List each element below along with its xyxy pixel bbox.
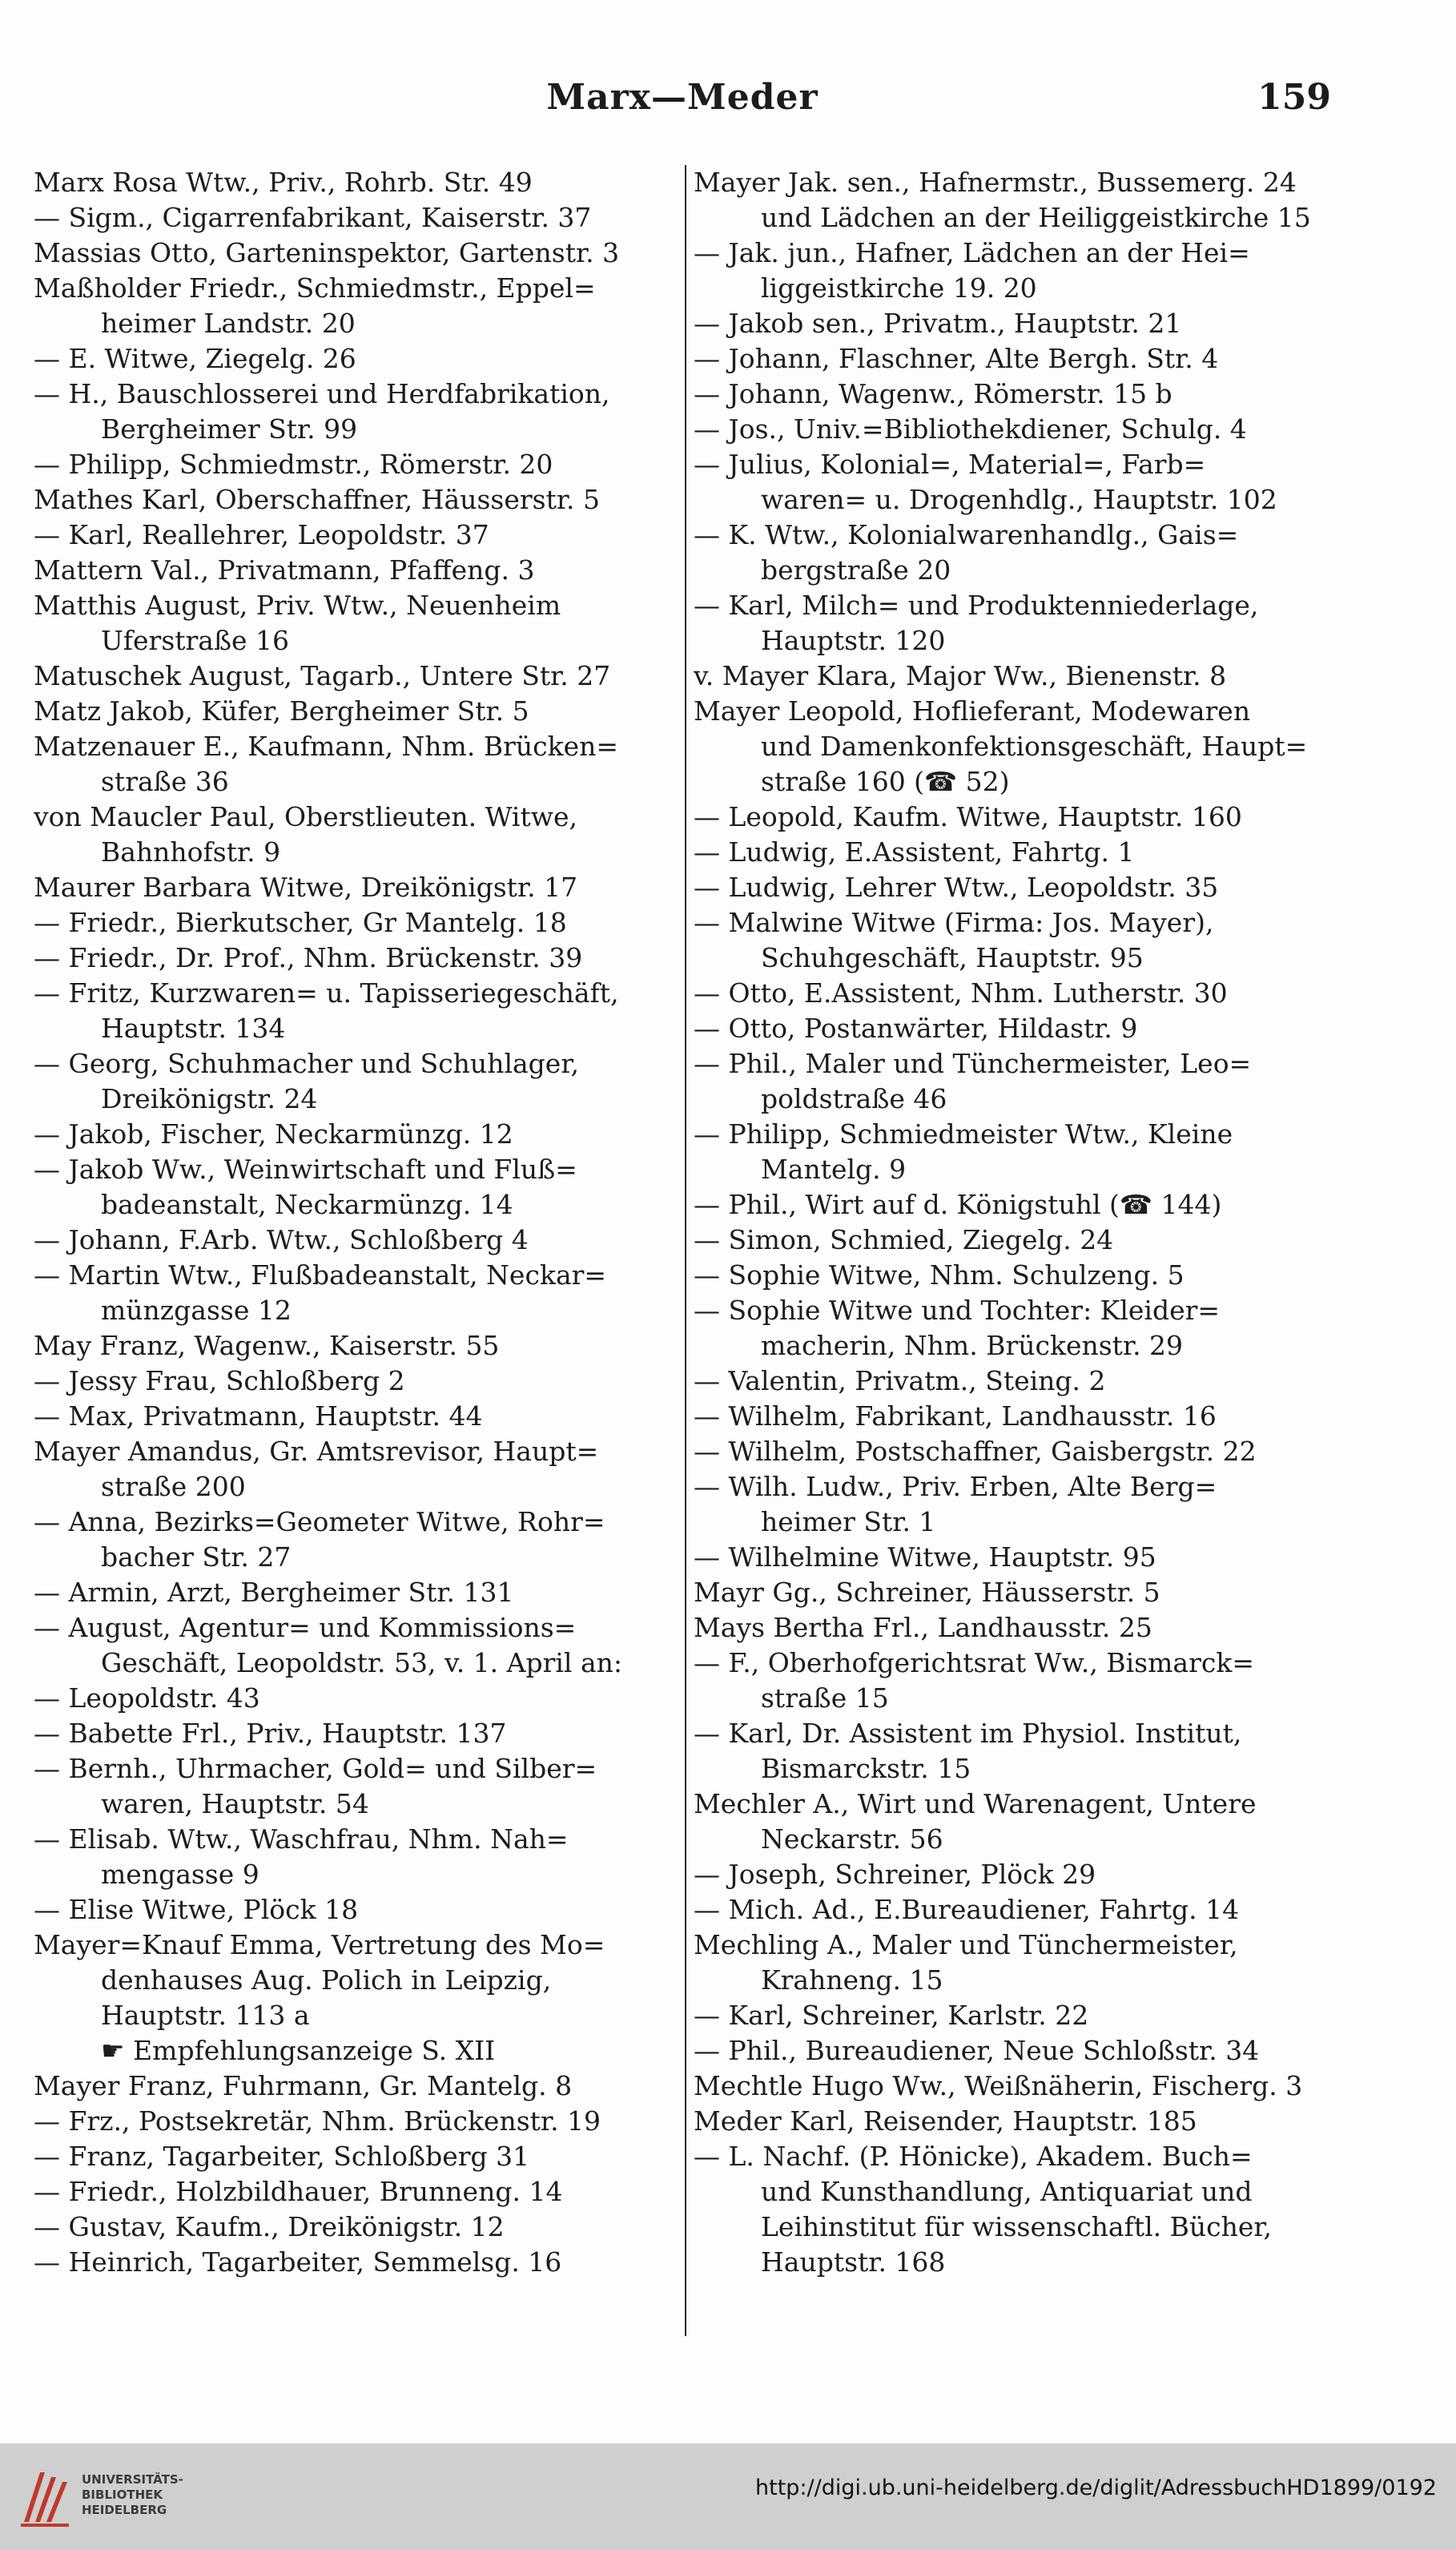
directory-entry-line: — Phil., Maler und Tünchermeister, Leo= bbox=[694, 1048, 1252, 1079]
left-column bbox=[34, 165, 678, 2280]
entry-continuation-line: Mantelg. 9 bbox=[761, 1154, 907, 1185]
entry-continuation-line: Bahnhofstr. 9 bbox=[101, 836, 281, 868]
entry-continuation-line: Neckarstr. 56 bbox=[761, 1823, 943, 1855]
library-name-line: UNIVERSITÄTS- bbox=[82, 2472, 183, 2487]
directory-entry-line: — E. Witwe, Ziegelg. 26 bbox=[34, 343, 356, 374]
directory-entry-line: — H., Bauschlosserei und Herdfabrikation, bbox=[34, 378, 610, 409]
entry-continuation-line: Bismarckstr. 15 bbox=[761, 1753, 971, 1784]
directory-entry-line: Mays Bertha Frl., Landhausstr. 25 bbox=[694, 1612, 1152, 1643]
page-header bbox=[34, 77, 1331, 133]
directory-entry-line: — Leopold, Kaufm. Witwe, Hauptstr. 160 bbox=[694, 801, 1242, 832]
directory-entry-line: — Philipp, Schmiedmstr., Römerstr. 20 bbox=[34, 449, 553, 480]
entry-continuation-line: Leihinstitut für wissenschaftl. Bücher, bbox=[761, 2211, 1273, 2242]
directory-entry-line: — Friedr., Dr. Prof., Nhm. Brückenstr. 39 bbox=[34, 942, 583, 973]
directory-entry-line: — Otto, E.Assistent, Nhm. Lutherstr. 30 bbox=[694, 977, 1228, 1009]
directory-entry-line: Matthis August, Priv. Wtw., Neuenheim bbox=[34, 590, 561, 621]
directory-entry-line: Maurer Barbara Witwe, Dreikönigstr. 17 bbox=[34, 872, 578, 903]
entry-continuation-line: badeanstalt, Neckarmünzg. 14 bbox=[101, 1189, 513, 1220]
entry-continuation-line: bacher Str. 27 bbox=[101, 1541, 292, 1573]
directory-entry-line: — Otto, Postanwärter, Hildastr. 9 bbox=[694, 1013, 1138, 1044]
directory-entry-line: — Bernh., Uhrmacher, Gold= und Silber= bbox=[34, 1753, 597, 1784]
directory-entry-line: May Franz, Wagenw., Kaiserstr. 55 bbox=[34, 1330, 500, 1361]
page-number: 159 bbox=[1257, 77, 1331, 118]
directory-entry-line: — Jakob, Fischer, Neckarmünzg. 12 bbox=[34, 1118, 513, 1150]
directory-entry-line: Matzenauer E., Kaufmann, Nhm. Brücken= bbox=[34, 731, 619, 762]
entry-continuation-line: Hauptstr. 134 bbox=[101, 1013, 286, 1044]
directory-entry-line: — Jos., Univ.=Bibliothekdiener, Schulg. 4 bbox=[694, 413, 1247, 445]
directory-entry-line: — Jak. jun., Hafner, Lädchen an der Hei= bbox=[694, 237, 1250, 268]
directory-entry-line: — Wilhelm, Postschaffner, Gaisbergstr. 22 bbox=[694, 1436, 1257, 1467]
directory-entry-line: Mattern Val., Privatmann, Pfaffeng. 3 bbox=[34, 554, 535, 586]
directory-entry-line: — Gustav, Kaufm., Dreikönigstr. 12 bbox=[34, 2211, 505, 2242]
directory-entry-line: — F., Oberhofgerichtsrat Ww., Bismarck= bbox=[694, 1647, 1254, 1678]
directory-entry-line: — Karl, Milch= und Produktenniederlage, bbox=[694, 590, 1259, 621]
directory-entry-line: — Friedr., Holzbildhauer, Brunneng. 14 bbox=[34, 2176, 563, 2207]
directory-entry-line: — Leopoldstr. 43 bbox=[34, 1682, 260, 1714]
directory-entry-line: Mathes Karl, Oberschaffner, Häusserstr. 5 bbox=[34, 484, 600, 515]
running-title: Marx—Meder bbox=[546, 77, 818, 118]
entry-continuation-line: Hauptstr. 120 bbox=[761, 625, 946, 656]
directory-entry-line: — Franz, Tagarbeiter, Schloßberg 31 bbox=[34, 2141, 530, 2172]
directory-entry-line: — Babette Frl., Priv., Hauptstr. 137 bbox=[34, 1718, 507, 1749]
library-name-line: BIBLIOTHEK bbox=[82, 2488, 163, 2502]
directory-entry-line: — Karl, Dr. Assistent im Physiol. Institut, bbox=[694, 1718, 1242, 1749]
directory-entry-line: — Wilh. Ludw., Priv. Erben, Alte Berg= bbox=[694, 1471, 1217, 1502]
entry-continuation-line: heimer Landstr. 20 bbox=[101, 308, 356, 339]
directory-entry-line: — Anna, Bezirks=Geometer Witwe, Rohr= bbox=[34, 1506, 605, 1537]
directory-entry-line: Mayer Amandus, Gr. Amtsrevisor, Haupt= bbox=[34, 1436, 599, 1467]
directory-entry-line: — Sigm., Cigarrenfabrikant, Kaiserstr. 37 bbox=[34, 202, 592, 233]
directory-entry-line: — Phil., Bureaudiener, Neue Schloßstr. 34 bbox=[694, 2035, 1260, 2066]
directory-entry-line: — Elisab. Wtw., Waschfrau, Nhm. Nah= bbox=[34, 1823, 569, 1855]
directory-entry-line: — Heinrich, Tagarbeiter, Semmelsg. 16 bbox=[34, 2246, 562, 2278]
directory-entry-line: Matuschek August, Tagarb., Untere Str. 27 bbox=[34, 660, 611, 691]
directory-entry-line: Mayer Jak. sen., Hafnermstr., Bussemerg. 24 bbox=[694, 167, 1297, 198]
directory-entry-line: — Wilhelmine Witwe, Hauptstr. 95 bbox=[694, 1541, 1156, 1573]
directory-entry-line: — Simon, Schmied, Ziegelg. 24 bbox=[694, 1224, 1114, 1255]
source-url-link[interactable]: http://digi.ub.uni-heidelberg.de/diglit/AdressbuchHD1899/0192 bbox=[755, 2475, 1437, 2500]
entry-continuation-line: Krahneng. 15 bbox=[761, 1964, 943, 1996]
entry-continuation-line: Hauptstr. 168 bbox=[761, 2246, 946, 2278]
entry-continuation-line: münzgasse 12 bbox=[101, 1295, 292, 1326]
directory-entry-line: Mayer Leopold, Hoflieferant, Modewaren bbox=[694, 695, 1251, 727]
directory-entry-line: Marx Rosa Wtw., Priv., Rohrb. Str. 49 bbox=[34, 167, 533, 198]
entry-continuation-line: Dreikönigstr. 24 bbox=[101, 1083, 318, 1114]
entry-continuation-line: und Lädchen an der Heiliggeistkirche 15 bbox=[761, 202, 1311, 233]
library-name bbox=[82, 2472, 183, 2518]
entry-continuation-line: Schuhgeschäft, Hauptstr. 95 bbox=[761, 942, 1144, 973]
directory-entry-line: — Jakob sen., Privatm., Hauptstr. 21 bbox=[694, 308, 1182, 339]
entry-continuation-line: heimer Str. 1 bbox=[761, 1506, 936, 1537]
directory-entry-line: Mechtle Hugo Ww., Weißnäherin, Fischerg. 3 bbox=[694, 2070, 1303, 2101]
entry-continuation-line: Hauptstr. 113 a bbox=[101, 2000, 310, 2031]
directory-entry-line: — Phil., Wirt auf d. Königstuhl (☎ 144) bbox=[694, 1189, 1222, 1220]
entry-continuation-line: Bergheimer Str. 99 bbox=[101, 413, 358, 445]
directory-entry-line: Mechler A., Wirt und Warenagent, Untere bbox=[694, 1788, 1257, 1819]
entry-continuation-line: bergstraße 20 bbox=[761, 554, 951, 586]
directory-entry-line: — Ludwig, E.Assistent, Fahrtg. 1 bbox=[694, 836, 1135, 868]
footer-bar bbox=[0, 2443, 1456, 2550]
directory-entry-line: — Wilhelm, Fabrikant, Landhausstr. 16 bbox=[694, 1400, 1217, 1432]
directory-entry-line: — Sophie Witwe, Nhm. Schulzeng. 5 bbox=[694, 1259, 1185, 1291]
entry-continuation-line: Uferstraße 16 bbox=[101, 625, 290, 656]
directory-entry-line: — Max, Privatmann, Hauptstr. 44 bbox=[34, 1400, 483, 1432]
directory-entry-line: Maßholder Friedr., Schmiedmstr., Eppel= bbox=[34, 272, 596, 304]
directory-entry-line: — Johann, Flaschner, Alte Bergh. Str. 4 bbox=[694, 343, 1219, 374]
directory-entry-line: — Jakob Ww., Weinwirtschaft und Fluß= bbox=[34, 1154, 577, 1185]
directory-entry-line: — Malwine Witwe (Firma: Jos. Mayer), bbox=[694, 907, 1214, 938]
entry-continuation-line: liggeistkirche 19. 20 bbox=[761, 272, 1037, 304]
directory-entry-line: — Ludwig, Lehrer Wtw., Leopoldstr. 35 bbox=[694, 872, 1219, 903]
entry-continuation-line: und Kunsthandlung, Antiquariat und bbox=[761, 2176, 1253, 2207]
directory-entry-line: Matz Jakob, Küfer, Bergheimer Str. 5 bbox=[34, 695, 529, 727]
directory-entry-line: — K. Wtw., Kolonialwarenhandlg., Gais= bbox=[694, 519, 1239, 550]
directory-entry-line: — Joseph, Schreiner, Plöck 29 bbox=[694, 1859, 1096, 1890]
directory-entry-line: von Maucler Paul, Oberstlieuten. Witwe, bbox=[34, 801, 577, 832]
directory-entry-line: — Mich. Ad., E.Bureaudiener, Fahrtg. 14 bbox=[694, 1894, 1240, 1925]
entry-continuation-line: waren= u. Drogenhdlg., Hauptstr. 102 bbox=[761, 484, 1277, 515]
entry-continuation-line: macherin, Nhm. Brückenstr. 29 bbox=[761, 1330, 1184, 1361]
directory-entry-line: — Karl, Reallehrer, Leopoldstr. 37 bbox=[34, 519, 489, 550]
directory-entry-line: Mechling A., Maler und Tünchermeister, bbox=[694, 1929, 1238, 1960]
library-logo[interactable] bbox=[16, 2466, 183, 2530]
entry-continuation-line: straße 15 bbox=[761, 1682, 889, 1714]
directory-entry-line: Massias Otto, Garteninspektor, Gartenstr. 3 bbox=[34, 237, 620, 268]
entry-continuation-line: poldstraße 46 bbox=[761, 1083, 947, 1114]
directory-entry-line: — Jessy Frau, Schloßberg 2 bbox=[34, 1365, 405, 1396]
directory-entry-line: Meder Karl, Reisender, Hauptstr. 185 bbox=[694, 2105, 1197, 2137]
directory-entry-line: — Johann, Wagenw., Römerstr. 15 b bbox=[694, 378, 1172, 409]
directory-entry-line: — Armin, Arzt, Bergheimer Str. 131 bbox=[34, 1577, 514, 1608]
directory-entry-line: — Georg, Schuhmacher und Schuhlager, bbox=[34, 1048, 579, 1079]
entry-continuation-line: denhauses Aug. Polich in Leipzig, bbox=[101, 1964, 552, 1996]
directory-entry-line: — Martin Wtw., Flußbadeanstalt, Neckar= bbox=[34, 1259, 607, 1291]
directory-entry-line: — Friedr., Bierkutscher, Gr Mantelg. 18 bbox=[34, 907, 567, 938]
directory-entry-line: — August, Agentur= und Kommissions= bbox=[34, 1612, 577, 1643]
directory-entry-line: Mayer Franz, Fuhrmann, Gr. Mantelg. 8 bbox=[34, 2070, 573, 2101]
directory-entry-line: — Philipp, Schmiedmeister Wtw., Kleine bbox=[694, 1118, 1233, 1150]
right-column bbox=[694, 165, 1329, 2280]
directory-entry-line: — L. Nachf. (P. Hönicke), Akadem. Buch= bbox=[694, 2141, 1253, 2172]
directory-entry-line: — Elise Witwe, Plöck 18 bbox=[34, 1894, 359, 1925]
directory-entry-line: v. Mayer Klara, Major Ww., Bienenstr. 8 bbox=[694, 660, 1227, 691]
entry-continuation-line: ☛ Empfehlungsanzeige S. XII bbox=[101, 2035, 496, 2066]
column-divider bbox=[685, 165, 686, 2336]
directory-entry-line: — Karl, Schreiner, Karlstr. 22 bbox=[694, 2000, 1089, 2031]
entry-continuation-line: und Damenkonfektionsgeschäft, Haupt= bbox=[761, 731, 1308, 762]
directory-entry-line: — Julius, Kolonial=, Material=, Farb= bbox=[694, 449, 1206, 480]
library-name-line: HEIDELBERG bbox=[82, 2503, 167, 2517]
entry-continuation-line: straße 200 bbox=[101, 1471, 246, 1502]
directory-entry-line: Mayr Gg., Schreiner, Häusserstr. 5 bbox=[694, 1577, 1160, 1608]
directory-entry-line: — Johann, F.Arb. Wtw., Schloßberg 4 bbox=[34, 1224, 529, 1255]
directory-entry-line: — Sophie Witwe und Tochter: Kleider= bbox=[694, 1295, 1221, 1326]
entry-continuation-line: straße 160 (☎ 52) bbox=[761, 766, 1010, 797]
entry-continuation-line: straße 36 bbox=[101, 766, 229, 797]
entry-continuation-line: Geschäft, Leopoldstr. 53, v. 1. April an: bbox=[101, 1647, 623, 1678]
directory-entry-line: — Frz., Postsekretär, Nhm. Brückenstr. 19 bbox=[34, 2105, 601, 2137]
directory-entry-line: Mayer=Knauf Emma, Vertretung des Mo= bbox=[34, 1929, 605, 1960]
entry-continuation-line: waren, Hauptstr. 54 bbox=[101, 1788, 369, 1819]
directory-entry-line: — Fritz, Kurzwaren= u. Tapisseriegeschäft, bbox=[34, 977, 619, 1009]
ub-heidelberg-logo-icon bbox=[16, 2466, 72, 2528]
entry-continuation-line: mengasse 9 bbox=[101, 1859, 259, 1890]
directory-entry-line: — Valentin, Privatm., Steing. 2 bbox=[694, 1365, 1106, 1396]
